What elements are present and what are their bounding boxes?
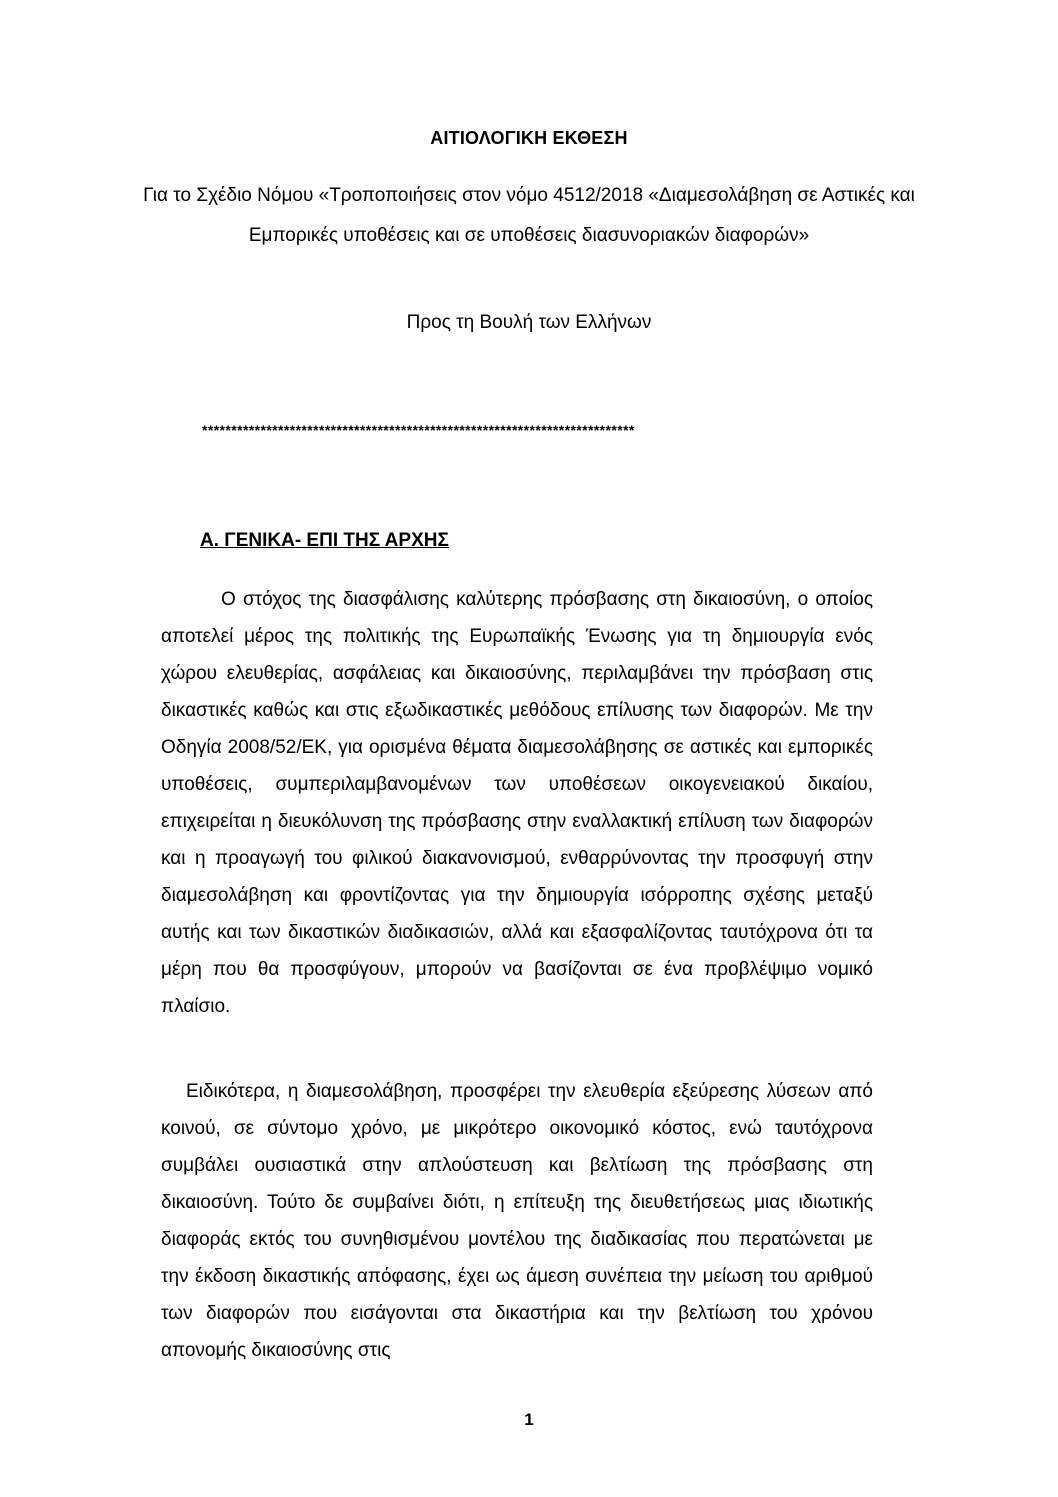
paragraph-2: Ειδικότερα, η διαμεσολάβηση, προσφέρει την ελευθερία εξεύρεσης λύσεων από κοινού, σε σύντομο χρόνο, με μικρότερο οικονομικό κόστος, ενώ ταυτόχρονα συμβάλει ουσιαστικά στην απλούστευση και βελτίωση της πρόσβασης στη δικαιοσύνη. Τούτο δε συμβαίνει διότι, η επίτευξη της διευθετήσεως μιας ιδιωτικής διαφοράς εκτός του συνηθισμένου μοντέλου της διαδικασίας που περατώνεται με την έκδοση δικαστικής απόφασης, έχει ως άμεση συνέπεια την μείωση του αριθμού των διαφορών που εισάγονται στα δικαστήρια και την βελτίωση του χρόνου απονομής δικαιοσύνης στις <box>161 1081 873 1361</box>
paragraph-1: Ο στόχος της διασφάλισης καλύτερης πρόσβασης στη δικαιοσύνη, ο οποίος αποτελεί μέρος της πολιτικής της Ευρωπαϊκής Ένωσης για τη δημιουργία ενός χώρου ελευθερίας, ασφάλειας και δικαιοσύνης, περιλαμβάνει την πρόσβαση στις δικαστικές καθώς και στις εξωδικαστικές μεθόδους επίλυσης των διαφορών. Με την Οδηγία 2008/52/ΕΚ, για ορισμένα θέματα διαμεσολάβησης σε αστικές και εμπορικές υποθέσεις, συμπεριλαμβανομένων των υποθέσεων οικογενειακού δικαίου, επιχειρείται η διευκόλυνση της πρόσβασης στην εναλλακτική επίλυση των διαφορών και η προαγωγή του φιλικού διακανονισμού, ενθαρρύνοντας την προσφυγή στην διαμεσολάβηση και φροντίζοντας για την δημιουργία ισόρροπης σχέσης μεταξύ αυτής και των δικαστικών διαδικασιών, αλλά και εξασφαλίζοντας ταυτόχρονα ότι τα μέρη που θα προσφύγουν, μπορούν να βασίζονται σε ένα προβλέψιμο νομικό πλαίσιο. <box>161 589 873 1017</box>
separator-line: ************************************************************************** <box>202 422 635 438</box>
section-heading: Α. ΓΕΝΙΚΑ- ΕΠΙ ΤΗΣ ΑΡΧΗΣ <box>200 530 449 551</box>
bill-subtitle: Για το Σχέδιο Νόμου «Τροποποιήσεις στον νόμο 4512/2018 «Διαμεσολάβηση σε Αστικές και Εμπορικές υποθέσεις και σε υποθέσεις διασυνοριακών διαφορών» <box>143 185 915 246</box>
document-title: ΑΙΤΙΟΛΟΓΙΚΗ ΕΚΘΕΣΗ <box>430 128 628 148</box>
addressee-line: Προς τη Βουλή των Ελλήνων <box>406 312 652 333</box>
page-number: 1 <box>524 1410 534 1429</box>
